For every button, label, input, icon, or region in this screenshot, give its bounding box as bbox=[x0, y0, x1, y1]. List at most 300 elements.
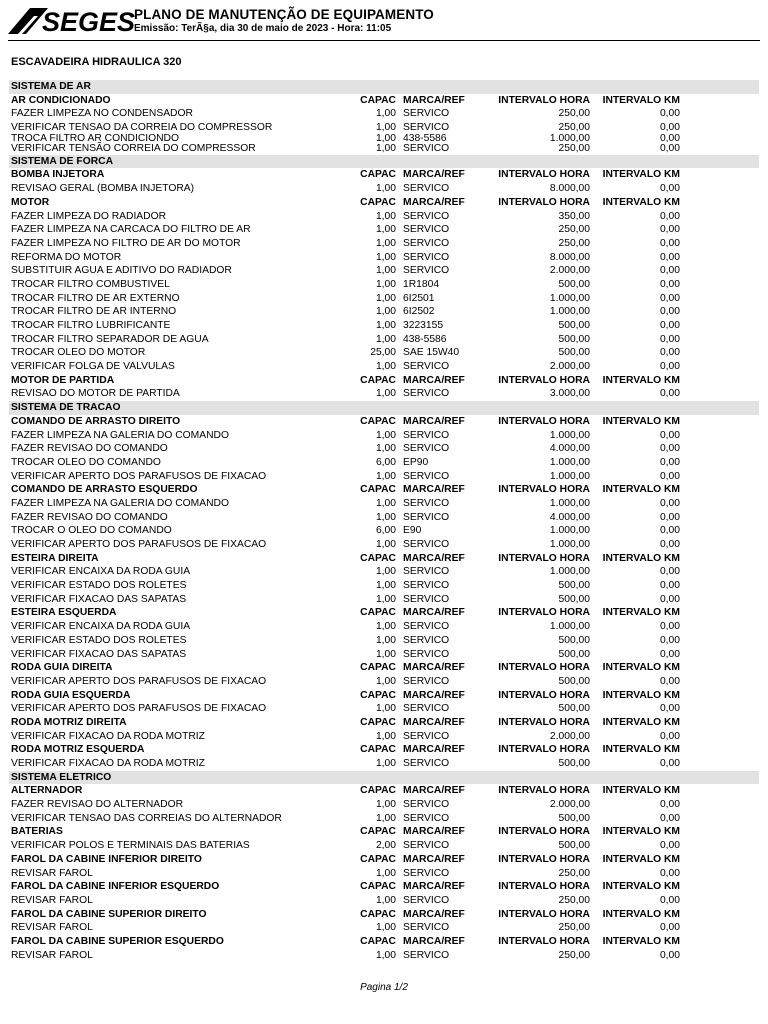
col-header-interval-km: INTERVALO KM bbox=[602, 196, 680, 208]
report-header bbox=[0, 0, 768, 44]
task-capacity: 1,00 bbox=[375, 142, 396, 154]
table-row bbox=[0, 894, 768, 908]
task-description: TROCA FILTRO AR CONDICIONDO bbox=[11, 132, 180, 144]
task-brand-ref: SERVICO bbox=[403, 812, 450, 824]
task-brand-ref: SERVICO bbox=[403, 634, 450, 646]
task-interval-hour: 250,00 bbox=[558, 142, 590, 154]
col-header-interval-hour: INTERVALO HORA bbox=[498, 744, 590, 756]
task-interval-km: 0,00 bbox=[659, 306, 680, 318]
task-interval-km: 0,00 bbox=[659, 292, 680, 304]
component-header bbox=[0, 374, 768, 388]
table-row bbox=[0, 839, 768, 853]
col-header-interval-km: INTERVALO KM bbox=[602, 716, 680, 728]
task-description: VERIFICAR FIXACAO DA RODA MOTRIZ bbox=[11, 730, 205, 742]
task-interval-km: 0,00 bbox=[659, 922, 680, 934]
task-capacity: 1,00 bbox=[375, 648, 396, 660]
task-interval-hour: 500,00 bbox=[558, 580, 590, 592]
task-description: VERIFICAR ESTADO DOS ROLETES bbox=[11, 580, 187, 592]
task-interval-km: 0,00 bbox=[659, 132, 680, 144]
task-capacity: 1,00 bbox=[375, 333, 396, 345]
task-capacity: 1,00 bbox=[375, 122, 396, 134]
system-name: SISTEMA DE TRACAO bbox=[11, 402, 121, 414]
col-header-interval-km: INTERVALO KM bbox=[602, 785, 680, 797]
component-name: AR CONDICIONADO bbox=[11, 94, 111, 106]
table-row bbox=[0, 620, 768, 634]
col-header-interval-km: INTERVALO KM bbox=[602, 607, 680, 619]
task-interval-hour: 2.000,00 bbox=[549, 265, 590, 277]
table-row bbox=[0, 757, 768, 771]
table-row bbox=[0, 675, 768, 689]
task-interval-km: 0,00 bbox=[659, 867, 680, 879]
task-interval-km: 0,00 bbox=[659, 183, 680, 195]
col-header-capac: CAPAC bbox=[360, 716, 396, 728]
task-brand-ref: SERVICO bbox=[403, 122, 450, 134]
task-capacity: 1,00 bbox=[375, 593, 396, 605]
task-capacity: 1,00 bbox=[375, 566, 396, 578]
col-header-capac: CAPAC bbox=[360, 552, 396, 564]
col-header-interval-hour: INTERVALO HORA bbox=[498, 662, 590, 674]
task-interval-km: 0,00 bbox=[659, 812, 680, 824]
task-interval-hour: 250,00 bbox=[558, 867, 590, 879]
task-capacity: 1,00 bbox=[375, 183, 396, 195]
col-header-brand: MARCA/REF bbox=[403, 908, 465, 920]
system-header bbox=[9, 155, 759, 169]
task-brand-ref: 6I2502 bbox=[403, 306, 435, 318]
task-description: VERIFICAR APERTO DOS PARAFUSOS DE FIXACAO bbox=[11, 539, 267, 550]
table-row bbox=[0, 798, 768, 812]
task-description: VERIFICAR APERTO DOS PARAFUSOS DE FIXACAO bbox=[11, 675, 267, 687]
system-header bbox=[9, 80, 759, 94]
task-brand-ref: SERVICO bbox=[403, 237, 450, 249]
task-description: TROCAR FILTRO SEPARADOR DE AGUA bbox=[11, 333, 209, 345]
task-brand-ref: EP90 bbox=[403, 456, 429, 468]
component-name: RODA MOTRIZ DIREITA bbox=[11, 716, 127, 728]
task-capacity: 1,00 bbox=[375, 278, 396, 290]
task-brand-ref: E90 bbox=[403, 525, 422, 537]
task-description: REFORMA DO MOTOR bbox=[11, 251, 122, 263]
task-capacity: 2,00 bbox=[375, 840, 396, 852]
table-row bbox=[0, 497, 768, 511]
task-interval-km: 0,00 bbox=[659, 634, 680, 646]
table-row bbox=[0, 223, 768, 237]
task-description: TROCAR FILTRO DE AR EXTERNO bbox=[11, 292, 180, 304]
task-description: TROCAR OLEO DO COMANDO bbox=[11, 456, 161, 468]
col-header-brand: MARCA/REF bbox=[403, 826, 465, 838]
col-header-brand: MARCA/REF bbox=[403, 415, 465, 427]
task-description: REVISAR FAROL bbox=[11, 867, 93, 879]
task-interval-hour: 250,00 bbox=[558, 922, 590, 934]
task-interval-km: 0,00 bbox=[659, 108, 680, 120]
task-description: VERIFICAR TENSAO DA CORREIA DO COMPRESSOR bbox=[11, 122, 273, 134]
task-capacity: 1,00 bbox=[375, 867, 396, 879]
col-header-interval-km: INTERVALO KM bbox=[602, 552, 680, 564]
table-row bbox=[0, 579, 768, 593]
task-description: REVISAR FAROL bbox=[11, 894, 93, 906]
task-interval-hour: 2.000,00 bbox=[549, 799, 590, 811]
system-header bbox=[9, 771, 759, 785]
task-brand-ref: SERVICO bbox=[403, 621, 450, 633]
task-interval-km: 0,00 bbox=[659, 511, 680, 523]
col-header-interval-hour: INTERVALO HORA bbox=[498, 785, 590, 797]
col-header-interval-km: INTERVALO KM bbox=[602, 662, 680, 674]
task-interval-hour: 500,00 bbox=[558, 347, 590, 359]
component-name: RODA GUIA ESQUERDA bbox=[11, 689, 131, 701]
task-interval-hour: 500,00 bbox=[558, 278, 590, 290]
table-row bbox=[0, 333, 768, 347]
col-header-interval-km: INTERVALO KM bbox=[602, 484, 680, 496]
task-capacity: 1,00 bbox=[375, 634, 396, 646]
task-brand-ref: SERVICO bbox=[403, 265, 450, 277]
task-capacity: 6,00 bbox=[375, 456, 396, 468]
table-row bbox=[0, 387, 768, 401]
task-interval-km: 0,00 bbox=[659, 470, 680, 482]
equipment-name: ESCAVADEIRA HIDRAULICA 320 bbox=[11, 56, 182, 68]
task-brand-ref: 438-5586 bbox=[403, 333, 447, 345]
task-brand-ref: SERVICO bbox=[403, 539, 450, 550]
task-description: FAZER REVISAO DO COMANDO bbox=[11, 511, 168, 523]
task-description: VERIFICAR APERTO DOS PARAFUSOS DE FIXACAO bbox=[11, 703, 267, 715]
task-capacity: 1,00 bbox=[375, 251, 396, 263]
table-row bbox=[0, 292, 768, 306]
task-capacity: 1,00 bbox=[375, 265, 396, 277]
component-name: RODA MOTRIZ ESQUERDA bbox=[11, 744, 145, 756]
task-brand-ref: SERVICO bbox=[403, 470, 450, 482]
col-header-interval-hour: INTERVALO HORA bbox=[498, 881, 590, 893]
task-interval-km: 0,00 bbox=[659, 142, 680, 154]
task-description: REVISAO GERAL (BOMBA INJETORA) bbox=[11, 183, 195, 195]
task-interval-hour: 350,00 bbox=[558, 210, 590, 222]
task-interval-km: 0,00 bbox=[659, 758, 680, 769]
task-brand-ref: SERVICO bbox=[403, 251, 450, 263]
table-row bbox=[0, 182, 768, 196]
task-capacity: 1,00 bbox=[375, 292, 396, 304]
task-description: FAZER LIMPEZA NO FILTRO DE AR DO MOTOR bbox=[11, 237, 241, 249]
component-name: BATERIAS bbox=[11, 826, 63, 838]
table-row bbox=[0, 565, 768, 579]
col-header-brand: MARCA/REF bbox=[403, 169, 465, 181]
col-header-capac: CAPAC bbox=[360, 484, 396, 496]
task-description: VERIFICAR FIXACAO DA RODA MOTRIZ bbox=[11, 758, 205, 769]
task-capacity: 1,00 bbox=[375, 511, 396, 523]
task-capacity: 1,00 bbox=[375, 237, 396, 249]
table-row bbox=[0, 470, 768, 484]
task-description: FAZER REVISAO DO ALTERNADOR bbox=[11, 799, 184, 811]
task-capacity: 1,00 bbox=[375, 361, 396, 373]
task-interval-hour: 2.000,00 bbox=[549, 361, 590, 373]
col-header-brand: MARCA/REF bbox=[403, 935, 465, 947]
task-brand-ref: SERVICO bbox=[403, 648, 450, 660]
task-description: VERIFICAR ENCAIXA DA RODA GUIA bbox=[11, 621, 191, 633]
task-interval-km: 0,00 bbox=[659, 730, 680, 742]
seges-logo-icon bbox=[8, 4, 136, 37]
task-interval-km: 0,00 bbox=[659, 347, 680, 359]
component-name: ALTERNADOR bbox=[11, 785, 83, 797]
page-number: Pagina 1/2 bbox=[360, 982, 408, 993]
col-header-capac: CAPAC bbox=[360, 689, 396, 701]
task-description: VERIFICAR FOLGA DE VALVULAS bbox=[11, 361, 175, 373]
col-header-interval-km: INTERVALO KM bbox=[602, 908, 680, 920]
task-description: FAZER LIMPEZA NA CARCACA DO FILTRO DE AR bbox=[11, 224, 251, 236]
col-header-capac: CAPAC bbox=[360, 935, 396, 947]
table-row bbox=[0, 538, 768, 552]
component-header bbox=[0, 552, 768, 566]
col-header-brand: MARCA/REF bbox=[403, 374, 465, 386]
table-row bbox=[0, 702, 768, 716]
header-divider bbox=[8, 40, 760, 41]
task-interval-hour: 500,00 bbox=[558, 675, 590, 687]
task-description: REVISAR FAROL bbox=[11, 922, 93, 934]
task-brand-ref: SERVICO bbox=[403, 949, 450, 961]
col-header-interval-km: INTERVALO KM bbox=[602, 853, 680, 865]
table-row bbox=[0, 264, 768, 278]
task-capacity: 25,00 bbox=[370, 347, 396, 359]
task-capacity: 1,00 bbox=[375, 812, 396, 824]
task-interval-hour: 500,00 bbox=[558, 634, 590, 646]
col-header-brand: MARCA/REF bbox=[403, 716, 465, 728]
task-description: REVISAR FAROL bbox=[11, 949, 93, 961]
component-name: COMANDO DE ARRASTO DIREITO bbox=[11, 415, 181, 427]
col-header-interval-km: INTERVALO KM bbox=[602, 169, 680, 181]
task-interval-hour: 500,00 bbox=[558, 593, 590, 605]
task-brand-ref: SERVICO bbox=[403, 703, 450, 715]
task-interval-hour: 250,00 bbox=[558, 122, 590, 134]
task-description: VERIFICAR FIXACAO DAS SAPATAS bbox=[11, 593, 187, 605]
task-interval-hour: 2.000,00 bbox=[549, 730, 590, 742]
table-row bbox=[0, 812, 768, 826]
task-interval-km: 0,00 bbox=[659, 799, 680, 811]
component-header bbox=[0, 168, 768, 182]
table-row bbox=[0, 360, 768, 374]
task-brand-ref: SERVICO bbox=[403, 429, 450, 441]
task-brand-ref: SERVICO bbox=[403, 566, 450, 578]
table-row bbox=[0, 921, 768, 935]
task-interval-km: 0,00 bbox=[659, 388, 680, 400]
task-interval-km: 0,00 bbox=[659, 251, 680, 263]
emission-date: Emissão: TerÃ§a, dia 30 de maio de 2023 - Hora: 11:05 bbox=[134, 23, 392, 34]
table-row bbox=[0, 237, 768, 251]
task-description: FAZER REVISAO DO COMANDO bbox=[11, 443, 168, 455]
col-header-interval-hour: INTERVALO HORA bbox=[498, 552, 590, 564]
col-header-interval-hour: INTERVALO HORA bbox=[498, 689, 590, 701]
task-brand-ref: SERVICO bbox=[403, 758, 450, 769]
col-header-interval-hour: INTERVALO HORA bbox=[498, 374, 590, 386]
task-brand-ref: 6I2501 bbox=[403, 292, 435, 304]
component-header bbox=[0, 853, 768, 867]
task-interval-km: 0,00 bbox=[659, 224, 680, 236]
component-header bbox=[0, 415, 768, 429]
component-name: ESTEIRA DIREITA bbox=[11, 552, 99, 564]
component-header bbox=[0, 825, 768, 839]
task-capacity: 1,00 bbox=[375, 703, 396, 715]
component-name: FAROL DA CABINE SUPERIOR ESQUERDO bbox=[11, 935, 224, 947]
table-row bbox=[0, 456, 768, 470]
task-capacity: 1,00 bbox=[375, 799, 396, 811]
task-capacity: 1,00 bbox=[375, 388, 396, 400]
task-capacity: 1,00 bbox=[375, 758, 396, 769]
task-interval-km: 0,00 bbox=[659, 525, 680, 537]
col-header-interval-km: INTERVALO KM bbox=[602, 826, 680, 838]
task-interval-hour: 1.000,00 bbox=[549, 292, 590, 304]
task-interval-hour: 500,00 bbox=[558, 703, 590, 715]
task-capacity: 1,00 bbox=[375, 949, 396, 961]
task-interval-hour: 4.000,00 bbox=[549, 443, 590, 455]
task-interval-km: 0,00 bbox=[659, 210, 680, 222]
task-brand-ref: SERVICO bbox=[403, 894, 450, 906]
table-row bbox=[0, 867, 768, 881]
col-header-capac: CAPAC bbox=[360, 196, 396, 208]
component-header bbox=[0, 716, 768, 730]
col-header-capac: CAPAC bbox=[360, 374, 396, 386]
col-header-interval-hour: INTERVALO HORA bbox=[498, 935, 590, 947]
component-header bbox=[0, 743, 768, 757]
col-header-capac: CAPAC bbox=[360, 169, 396, 181]
task-interval-hour: 1.000,00 bbox=[549, 525, 590, 537]
col-header-interval-km: INTERVALO KM bbox=[602, 374, 680, 386]
task-interval-km: 0,00 bbox=[659, 237, 680, 249]
task-interval-km: 0,00 bbox=[659, 539, 680, 550]
task-capacity: 1,00 bbox=[375, 132, 396, 144]
task-interval-hour: 1.000,00 bbox=[549, 470, 590, 482]
task-interval-hour: 1.000,00 bbox=[549, 132, 590, 144]
component-header bbox=[0, 935, 768, 949]
task-interval-hour: 250,00 bbox=[558, 237, 590, 249]
table-row bbox=[0, 142, 768, 155]
task-capacity: 1,00 bbox=[375, 108, 396, 120]
col-header-interval-km: INTERVALO KM bbox=[602, 689, 680, 701]
col-header-brand: MARCA/REF bbox=[403, 689, 465, 701]
col-header-interval-hour: INTERVALO HORA bbox=[498, 94, 590, 106]
task-interval-km: 0,00 bbox=[659, 443, 680, 455]
task-interval-hour: 500,00 bbox=[558, 840, 590, 852]
col-header-brand: MARCA/REF bbox=[403, 94, 465, 106]
component-name: BOMBA INJETORA bbox=[11, 169, 105, 181]
col-header-interval-hour: INTERVALO HORA bbox=[498, 415, 590, 427]
col-header-interval-km: INTERVALO KM bbox=[602, 744, 680, 756]
table-row bbox=[0, 648, 768, 662]
task-interval-hour: 1.000,00 bbox=[549, 566, 590, 578]
component-header bbox=[0, 94, 768, 108]
task-interval-hour: 1.000,00 bbox=[549, 497, 590, 509]
col-header-interval-hour: INTERVALO HORA bbox=[498, 169, 590, 181]
task-description: VERIFICAR TENSÃO CORREIA DO COMPRESSOR bbox=[11, 142, 256, 154]
task-interval-hour: 250,00 bbox=[558, 894, 590, 906]
svg-text:SEGES: SEGES bbox=[42, 7, 136, 37]
task-brand-ref: SERVICO bbox=[403, 593, 450, 605]
col-header-brand: MARCA/REF bbox=[403, 196, 465, 208]
task-interval-km: 0,00 bbox=[659, 703, 680, 715]
task-description: VERIFICAR ESTADO DOS ROLETES bbox=[11, 634, 187, 646]
table-row bbox=[0, 524, 768, 538]
component-name: FAROL DA CABINE SUPERIOR DIREITO bbox=[11, 908, 207, 920]
task-description: TROCAR FILTRO COMBUSTIVEL bbox=[11, 278, 170, 290]
col-header-capac: CAPAC bbox=[360, 415, 396, 427]
task-interval-hour: 1.000,00 bbox=[549, 429, 590, 441]
task-interval-km: 0,00 bbox=[659, 566, 680, 578]
task-interval-km: 0,00 bbox=[659, 949, 680, 961]
task-brand-ref: SERVICO bbox=[403, 675, 450, 687]
col-header-brand: MARCA/REF bbox=[403, 853, 465, 865]
table-row bbox=[0, 730, 768, 744]
task-description: TROCAR OLEO DO MOTOR bbox=[11, 347, 146, 359]
component-header bbox=[0, 784, 768, 798]
col-header-capac: CAPAC bbox=[360, 853, 396, 865]
task-capacity: 1,00 bbox=[375, 470, 396, 482]
task-description: REVISAO DO MOTOR DE PARTIDA bbox=[11, 388, 180, 400]
col-header-brand: MARCA/REF bbox=[403, 744, 465, 756]
task-interval-hour: 500,00 bbox=[558, 320, 590, 331]
table-row bbox=[0, 442, 768, 456]
task-description: TROCAR FILTRO DE AR INTERNO bbox=[11, 306, 177, 318]
task-description: FAZER LIMPEZA NA GALERIA DO COMANDO bbox=[11, 497, 229, 509]
component-name: RODA GUIA DIREITA bbox=[11, 662, 113, 674]
col-header-brand: MARCA/REF bbox=[403, 881, 465, 893]
table-row bbox=[0, 319, 768, 333]
task-brand-ref: SERVICO bbox=[403, 840, 450, 852]
component-header bbox=[0, 908, 768, 922]
task-description: TROCAR FILTRO LUBRIFICANTE bbox=[11, 320, 171, 331]
col-header-brand: MARCA/REF bbox=[403, 662, 465, 674]
task-capacity: 1,00 bbox=[375, 539, 396, 550]
col-header-interval-hour: INTERVALO HORA bbox=[498, 826, 590, 838]
task-interval-hour: 250,00 bbox=[558, 108, 590, 120]
system-name: SISTEMA DE FORCA bbox=[11, 155, 114, 167]
task-brand-ref: 3223155 bbox=[403, 320, 444, 331]
col-header-brand: MARCA/REF bbox=[403, 552, 465, 564]
task-interval-km: 0,00 bbox=[659, 333, 680, 345]
component-name: FAROL DA CABINE INFERIOR DIREITO bbox=[11, 853, 202, 865]
seges-logo bbox=[8, 4, 136, 37]
task-interval-km: 0,00 bbox=[659, 265, 680, 277]
task-capacity: 1,00 bbox=[375, 443, 396, 455]
col-header-brand: MARCA/REF bbox=[403, 785, 465, 797]
task-brand-ref: SERVICO bbox=[403, 224, 450, 236]
task-interval-hour: 500,00 bbox=[558, 812, 590, 824]
task-interval-km: 0,00 bbox=[659, 278, 680, 290]
system-name: SISTEMA ELETRICO bbox=[11, 771, 112, 783]
task-capacity: 1,00 bbox=[375, 675, 396, 687]
component-header bbox=[0, 483, 768, 497]
task-description: FAZER LIMPEZA NA GALERIA DO COMANDO bbox=[11, 429, 229, 441]
component-header bbox=[0, 606, 768, 620]
task-brand-ref: SERVICO bbox=[403, 730, 450, 742]
task-interval-km: 0,00 bbox=[659, 648, 680, 660]
table-row bbox=[0, 251, 768, 265]
component-header bbox=[0, 196, 768, 210]
task-interval-hour: 500,00 bbox=[558, 333, 590, 345]
col-header-capac: CAPAC bbox=[360, 744, 396, 756]
task-capacity: 1,00 bbox=[375, 894, 396, 906]
system-name: SISTEMA DE AR bbox=[11, 81, 91, 92]
task-capacity: 1,00 bbox=[375, 429, 396, 441]
task-capacity: 1,00 bbox=[375, 621, 396, 633]
task-description: SUBSTITUIR AGUA E ADITIVO DO RADIADOR bbox=[11, 265, 232, 277]
col-header-interval-hour: INTERVALO HORA bbox=[498, 908, 590, 920]
task-interval-km: 0,00 bbox=[659, 675, 680, 687]
task-brand-ref: SERVICO bbox=[403, 443, 450, 455]
task-capacity: 1,00 bbox=[375, 730, 396, 742]
col-header-brand: MARCA/REF bbox=[403, 484, 465, 496]
col-header-interval-km: INTERVALO KM bbox=[602, 935, 680, 947]
task-description: VERIFICAR APERTO DOS PARAFUSOS DE FIXACAO bbox=[11, 470, 267, 482]
col-header-interval-hour: INTERVALO HORA bbox=[498, 607, 590, 619]
task-interval-km: 0,00 bbox=[659, 456, 680, 468]
table-row bbox=[0, 278, 768, 292]
task-interval-km: 0,00 bbox=[659, 621, 680, 633]
task-capacity: 1,00 bbox=[375, 320, 396, 331]
task-interval-km: 0,00 bbox=[659, 361, 680, 373]
table-row bbox=[0, 511, 768, 525]
task-capacity: 1,00 bbox=[375, 210, 396, 222]
